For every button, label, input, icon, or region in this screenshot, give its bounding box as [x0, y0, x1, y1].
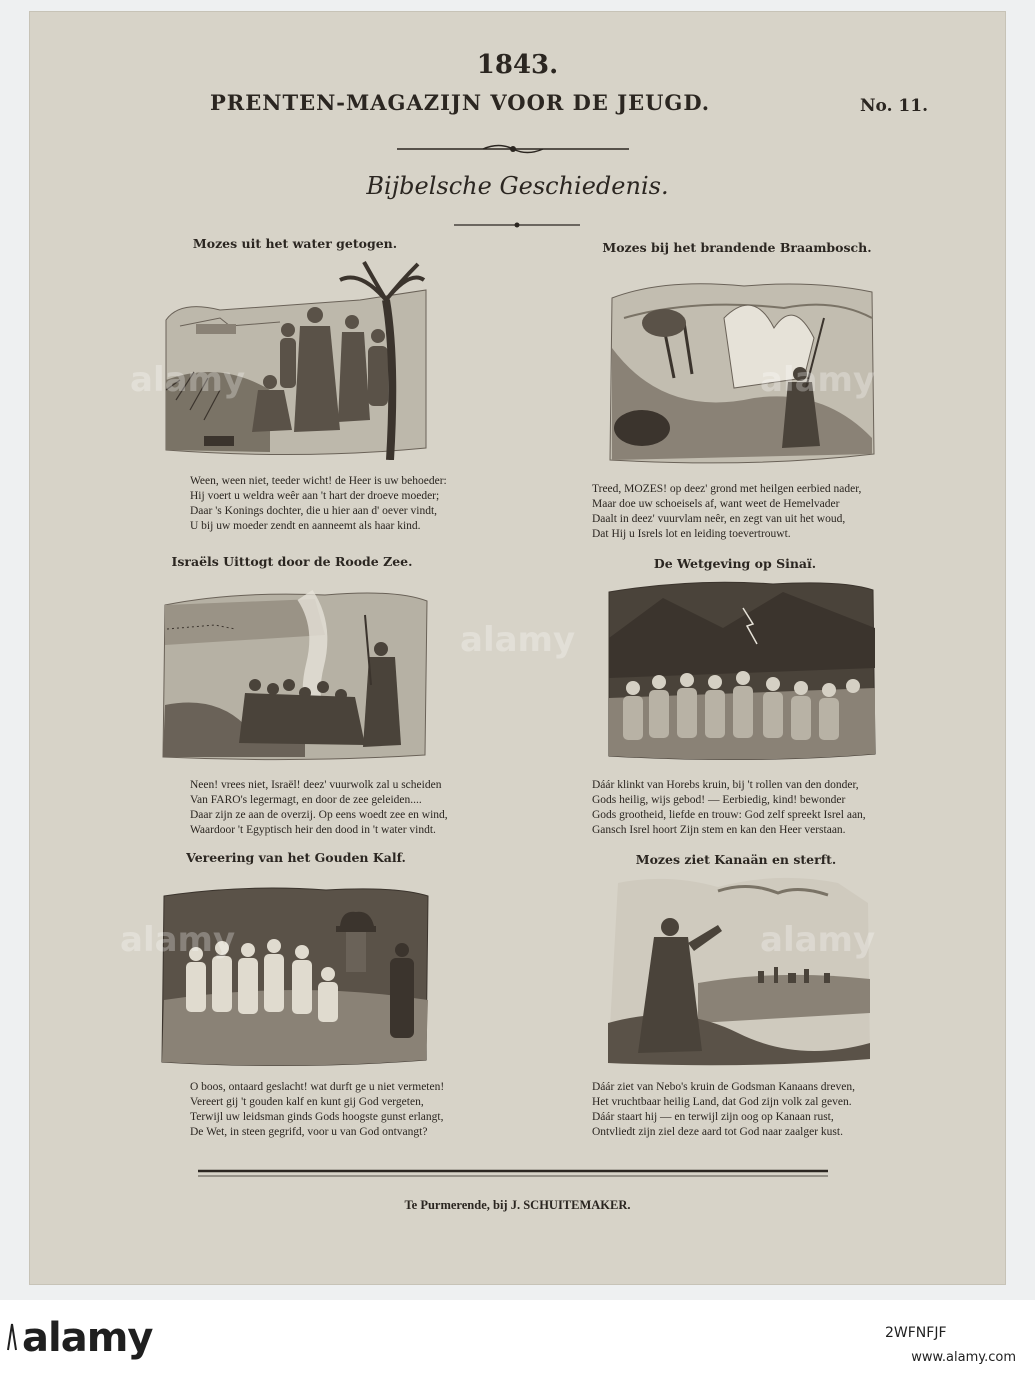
watermark-text: alamy: [760, 360, 876, 400]
magazine-title: PRENTEN-MAGAZIJN VOOR DE JEUGD.: [210, 90, 711, 115]
illustration-moses-sees-canaan: [598, 873, 882, 1069]
verse-line: Treed, MOZES! op deez' grond met heilgen eerbied nader,: [592, 483, 862, 495]
section-title-6: Mozes ziet Kanaän en sterft.: [635, 852, 837, 867]
verse-line: Daar 's Konings dochter, die u hier aan d' oever vindt,: [190, 505, 438, 517]
verse-line: Van FARO's legermagt, en door de zee geleiden....: [190, 794, 422, 806]
issue-number: No. 11.: [860, 96, 928, 116]
verse-line: Gansch Isrel hoort Zijn stem en kan den Heer verstaan.: [592, 824, 846, 836]
footer-rule: [198, 1168, 828, 1178]
verse-3: [190, 778, 520, 838]
verse-line: Daar zijn ze aan de overzij. Op eens woedt zee en wind,: [190, 809, 448, 821]
verse-line: Het vruchtbaar heilig Land, dat God zijn volk zal geven.: [592, 1096, 852, 1108]
stock-image-id: 2WFNFJF: [885, 1325, 947, 1341]
section-title-5: Vereering van het Gouden Kalf.: [186, 850, 406, 865]
alamy-logo: alamy: [22, 1315, 153, 1361]
verse-line: Neen! vrees niet, Israël! deez' vuurwolk zal u scheiden: [190, 779, 442, 791]
verse-line: Dáár klinkt van Horebs kruin, bij 't rollen van den donder,: [592, 779, 859, 791]
stock-banner: [0, 1300, 1035, 1390]
section-heading: Bijbelsche Geschiedenis.: [366, 172, 669, 200]
verse-line: Dáár ziet van Nebo's kruin de Godsman Kanaans dreven,: [592, 1081, 855, 1093]
watermark-text: alamy: [130, 360, 246, 400]
verse-line: Ontvliedt zijn ziel deze aard tot God naar zaalger kust.: [592, 1126, 843, 1138]
verse-line: Vereert gij 't gouden kalf en kunt gij God vergeten,: [190, 1096, 424, 1108]
verse-line: O boos, ontaard geslacht! wat durft ge u niet vermeten!: [190, 1081, 445, 1093]
verse-4: [592, 778, 922, 838]
stock-website: www.alamy.com: [911, 1350, 1016, 1365]
verse-line: Daalt in deez' vuurvlam neêr, en zegt van uit het woud,: [592, 513, 846, 525]
verse-line: U bij uw moeder zendt en aanneemt als haar kind.: [190, 520, 421, 532]
section-title-3: Israëls Uittogt door de Roode Zee.: [171, 554, 413, 569]
watermark-text: alamy: [460, 620, 576, 660]
section-title-4: De Wetgeving op Sinaï.: [653, 556, 817, 571]
verse-line: Maar doe uw schoeisels af, want weet de Hemelvader: [592, 498, 840, 510]
verse-2: [592, 482, 922, 542]
watermark-text: alamy: [760, 920, 876, 960]
publisher-imprint: Te Purmerende, bij J. SCHUITEMAKER.: [404, 1198, 631, 1212]
verse-1: [190, 474, 520, 534]
verse-line: Dat Hij u Isrels lot en leiding toevertrouwt.: [592, 528, 791, 540]
verse-5: [190, 1080, 520, 1140]
illustration-golden-calf: [156, 880, 434, 1070]
alamy-logo-icon: [6, 1322, 18, 1352]
verse-line: Waardoor 't Egyptisch heir den dood in 't water vindt.: [190, 824, 436, 836]
section-title-2: Mozes bij het brandende Braambosch.: [602, 240, 872, 255]
ornamental-rule-top: [395, 142, 631, 156]
verse-6: [592, 1080, 922, 1140]
illustration-sinai: [603, 578, 879, 764]
verse-line: Gods grootheid, liefde en trouw: God zelf spreekt Isrel aan,: [592, 809, 866, 821]
verse-line: Gods heilig, wijs gebod! — Eerbiedig, kind! bewonder: [592, 794, 846, 806]
year-heading: 1843.: [476, 50, 559, 80]
verse-line: De Wet, in steen gegrifd, voor u van God ontvangt?: [190, 1126, 428, 1138]
watermark-text: alamy: [120, 920, 236, 960]
ornamental-rule-small: [452, 220, 582, 230]
verse-line: Dáár staart hij — en terwijl zijn oog op Kanaan rust,: [592, 1111, 834, 1123]
verse-line: Hij voert u weldra weêr aan 't hart der droeve moeder;: [190, 490, 440, 502]
verse-line: Terwijl uw leidsman ginds Gods hoogste gunst erlangt,: [190, 1111, 444, 1123]
section-title-1: Mozes uit het water getogen.: [192, 236, 398, 251]
verse-line: Ween, ween niet, teeder wicht! de Heer is uw behoeder:: [190, 475, 447, 487]
illustration-red-sea: [155, 585, 435, 765]
